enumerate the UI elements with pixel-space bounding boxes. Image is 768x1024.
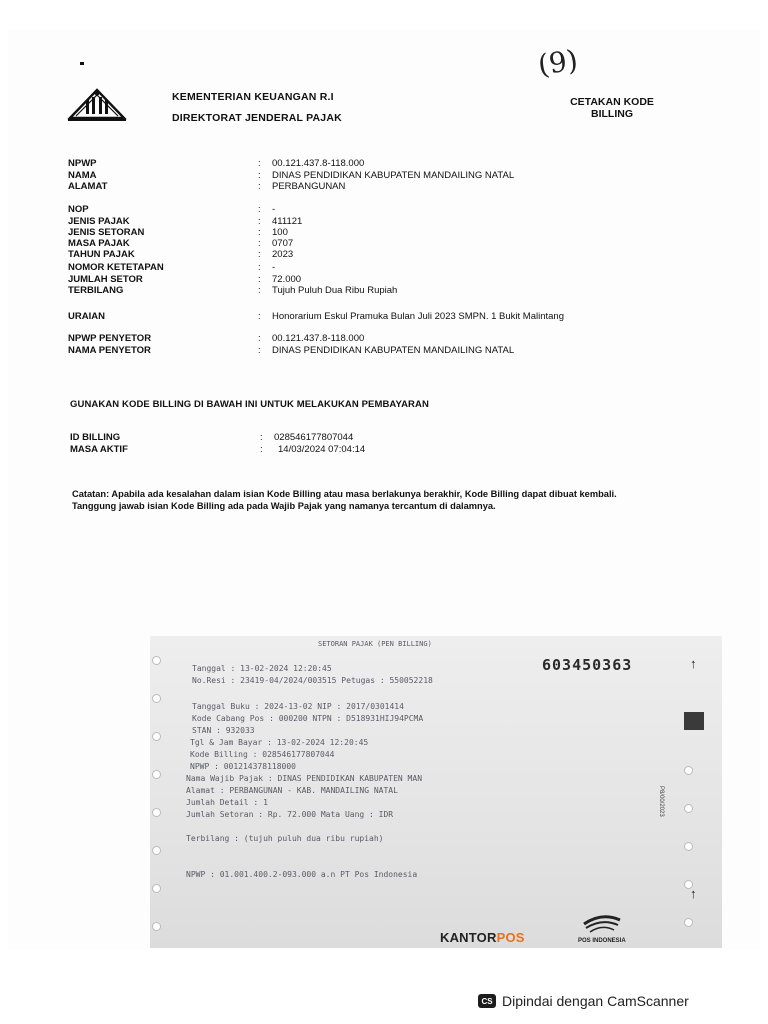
document-title <box>560 96 664 120</box>
camscanner-watermark <box>478 990 689 1012</box>
receipt-line: Kode Billing : 028546177807044 <box>190 750 335 759</box>
field-label: NOP <box>68 204 89 215</box>
field-value: - <box>272 204 276 215</box>
field-label: ID BILLING <box>70 432 121 443</box>
field-value: 0707 <box>272 238 294 249</box>
arrow-up-icon: ↑ <box>690 656 697 671</box>
field-label: JENIS SETORAN <box>68 227 145 238</box>
field-label: MASA PAJAK <box>68 238 130 249</box>
field-label: NAMA PENYETOR <box>68 345 151 356</box>
receipt-line: Tanggal : 13-02-2024 12:20:45 <box>192 664 332 673</box>
field-label: JUMLAH SETOR <box>68 274 143 285</box>
field-value: 100 <box>272 227 288 238</box>
field-label: NPWP <box>68 158 97 169</box>
field-label: TAHUN PAJAK <box>68 249 135 260</box>
arrow-up-icon: ↑ <box>690 886 697 901</box>
field-value: 2023 <box>272 249 294 260</box>
receipt-barcode-block <box>684 712 704 730</box>
billing-id-value: 028546177807044 <box>274 432 354 443</box>
field-value: Honorarium Eskul Pramuka Bulan Juli 2023 SMPN. 1 Bukit Malintang <box>272 311 564 322</box>
directorate-name: DIREKTORAT JENDERAL PAJAK <box>172 112 342 124</box>
document-title-line-2: BILLING <box>591 108 633 120</box>
ministry-name: KEMENTERIAN KEUANGAN R.I <box>172 91 334 103</box>
receipt-perforation-left <box>152 636 162 948</box>
receipt-line: NPWP : 001214378118000 <box>190 762 296 771</box>
receipt-line: STAN : 932033 <box>192 726 255 735</box>
field-value: DINAS PENDIDIKAN KABUPATEN MANDAILING NATAL <box>272 345 515 356</box>
receipt-line: Tanggal Buku : 2024-13-02 NIP : 2017/0301414 <box>192 702 404 711</box>
field-value: - <box>272 262 276 273</box>
catatan-note: Catatan: Apabila ada kesalahan dalam isian Kode Billing atau masa berlakunya berakhir, Kode Billing dapat dibuat kembali. Tanggung jawab isian Kode Billing ada pada Wajib Pajak yang namanya tercantum di dalamnya. <box>72 489 617 511</box>
field-label: NOMOR KETETAPAN <box>68 262 164 273</box>
camscanner-logo-icon: CS <box>478 994 496 1008</box>
receipt-line: Nama Wajib Pajak : DINAS PENDIDIKAN KABUPATEN MAN <box>186 774 423 783</box>
ministry-emblem-icon <box>66 82 128 122</box>
field-label: NAMA <box>68 170 97 181</box>
field-label: TERBILANG <box>68 285 124 296</box>
speck-mark <box>80 62 84 65</box>
receipt-line: Jumlah Setoran : Rp. 72.000 Mata Uang : IDR <box>186 810 394 819</box>
billing-instruction: GUNAKAN KODE BILLING DI BAWAH INI UNTUK MELAKUKAN PEMBAYARAN <box>70 399 429 410</box>
receipt-line: NPWP : 01.001.400.2-093.000 a.n PT Pos Indonesia <box>186 870 418 879</box>
field-value: 00.121.437.8-118.000 <box>272 158 365 169</box>
receipt-line: Terbilang : (tujuh puluh dua ribu rupiah) <box>186 834 384 843</box>
receipt-line: Kode Cabang Pos : 000200 NTPN : D518931HIJ94PCMA <box>192 714 424 723</box>
receipt-side-code: P8/00/2023 <box>658 786 664 817</box>
pos-indonesia-text: POS INDONESIA <box>578 938 626 944</box>
receipt-line: Alamat : PERBANGUNAN - KAB. MANDAILING NATAL <box>186 786 398 795</box>
field-label: ALAMAT <box>68 181 108 192</box>
kantorpos-logo: KANTORPOS <box>440 930 525 945</box>
field-value: 411121 <box>272 216 303 227</box>
field-label: JENIS PAJAK <box>68 216 130 227</box>
field-label: NPWP PENYETOR <box>68 333 152 344</box>
field-value: DINAS PENDIDIKAN KABUPATEN MANDAILING NATAL <box>272 170 515 181</box>
field-label: MASA AKTIF <box>70 444 128 455</box>
receipt-perforation-right <box>684 636 694 948</box>
receipt-line: Jumlah Detail : 1 <box>186 798 268 807</box>
pos-receipt <box>150 636 722 948</box>
receipt-line: Tgl & Jam Bayar : 13-02-2024 12:20:45 <box>190 738 369 747</box>
field-value: PERBANGUNAN <box>272 181 346 192</box>
receipt-line: No.Resi : 23419-04/2024/003515 Petugas : 550052218 <box>192 676 433 685</box>
receipt-heading: SETORAN PAJAK (PEN BILLING) <box>318 640 432 648</box>
field-value: Tujuh Puluh Dua Ribu Rupiah <box>272 285 398 296</box>
handwritten-page-number: (9) <box>535 43 580 82</box>
pos-indonesia-logo-icon <box>582 910 622 936</box>
field-value: 72.000 <box>272 274 302 285</box>
camscanner-text: Dipindai dengan CamScanner <box>502 993 689 1009</box>
receipt-number: 603450363 <box>542 656 633 674</box>
document-title-line-1: CETAKAN KODE <box>570 96 654 108</box>
field-label: URAIAN <box>68 311 105 322</box>
masa-aktif-value: 14/03/2024 07:04:14 <box>278 444 366 455</box>
field-value: 00.121.437.8-118.000 <box>272 333 365 344</box>
